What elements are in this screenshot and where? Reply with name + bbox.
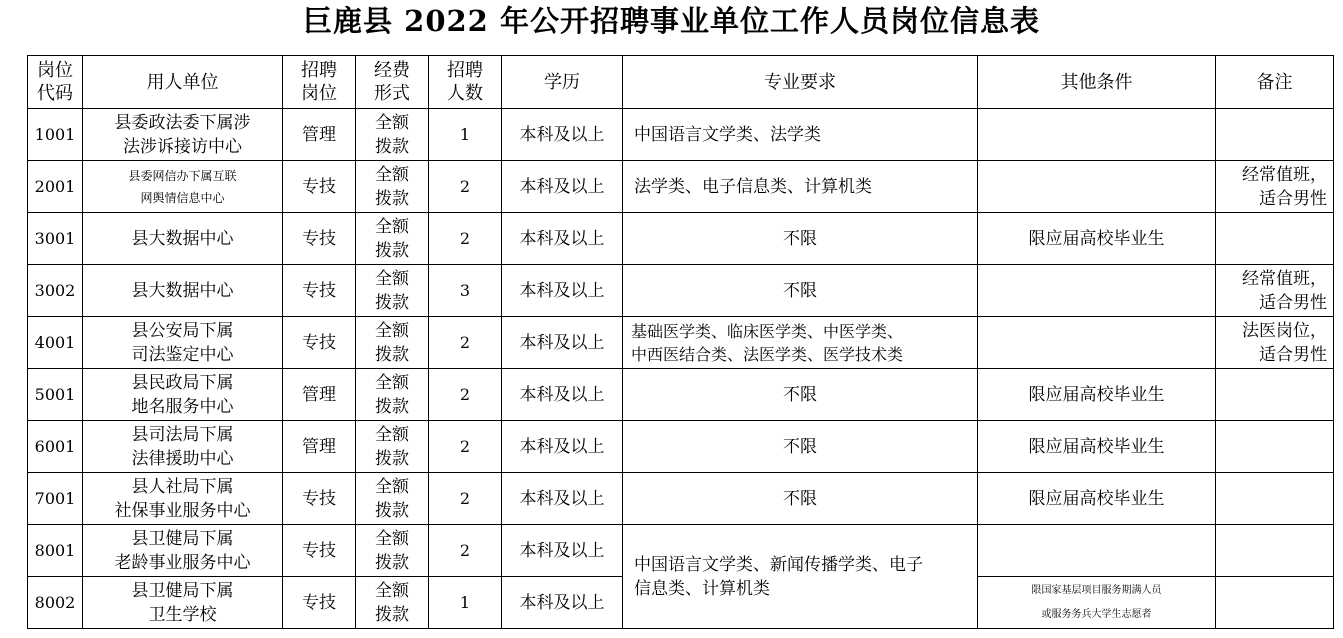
header-major: 专业要求 — [623, 56, 978, 109]
cell-note — [1216, 369, 1334, 421]
cell-code: 3002 — [28, 265, 83, 317]
cell-position: 管理 — [283, 109, 356, 161]
cell-funding: 全额 拨款 — [356, 109, 429, 161]
cell-education: 本科及以上 — [502, 577, 623, 629]
cell-major: 不限 — [623, 473, 978, 525]
cell-other: 限应届高校毕业生 — [978, 421, 1216, 473]
cell-count: 2 — [429, 369, 502, 421]
table-row — [28, 317, 1334, 369]
cell-other — [978, 265, 1216, 317]
header-count: 招聘 人数 — [429, 56, 502, 109]
cell-education: 本科及以上 — [502, 213, 623, 265]
cell-major: 法学类、电子信息类、计算机类 — [623, 161, 978, 213]
cell-funding: 全额 拨款 — [356, 421, 429, 473]
cell-position: 专技 — [283, 473, 356, 525]
cell-unit: 县人社局下属 社保事业服务中心 — [83, 473, 283, 525]
cell-code: 2001 — [28, 161, 83, 213]
cell-education: 本科及以上 — [502, 109, 623, 161]
cell-other: 限应届高校毕业生 — [978, 213, 1216, 265]
cell-note — [1216, 213, 1334, 265]
cell-code: 8001 — [28, 525, 83, 577]
cell-funding: 全额 拨款 — [356, 525, 429, 577]
cell-unit: 县大数据中心 — [83, 265, 283, 317]
cell-education: 本科及以上 — [502, 525, 623, 577]
cell-code: 3001 — [28, 213, 83, 265]
page-title: 巨鹿县 2022 年公开招聘事业单位工作人员岗位信息表 — [303, 4, 1040, 38]
cell-other: 限应届高校毕业生 — [978, 473, 1216, 525]
cell-count: 2 — [429, 317, 502, 369]
table-row — [28, 473, 1334, 525]
cell-other: 限应届高校毕业生 — [978, 369, 1216, 421]
table-row — [28, 265, 1334, 317]
cell-funding: 全额 拨款 — [356, 213, 429, 265]
positions-table — [27, 55, 1334, 629]
table-row — [28, 525, 1334, 577]
cell-position: 专技 — [283, 577, 356, 629]
cell-position: 专技 — [283, 213, 356, 265]
table-row — [28, 421, 1334, 473]
cell-funding: 全额 拨款 — [356, 161, 429, 213]
cell-major: 不限 — [623, 369, 978, 421]
cell-code: 6001 — [28, 421, 83, 473]
cell-count: 1 — [429, 109, 502, 161]
cell-other — [978, 161, 1216, 213]
cell-count: 2 — [429, 525, 502, 577]
cell-major: 不限 — [623, 265, 978, 317]
cell-education: 本科及以上 — [502, 317, 623, 369]
cell-education: 本科及以上 — [502, 265, 623, 317]
cell-code: 1001 — [28, 109, 83, 161]
cell-note: 法医岗位， 适合男性 — [1216, 317, 1334, 369]
cell-note — [1216, 421, 1334, 473]
table-row — [28, 213, 1334, 265]
header-position: 招聘 岗位 — [283, 56, 356, 109]
cell-other: 限国家基层项目服务期满人员 或服务务兵大学生志愿者 — [978, 577, 1216, 629]
cell-code: 7001 — [28, 473, 83, 525]
cell-unit: 县民政局下属 地名服务中心 — [83, 369, 283, 421]
cell-education: 本科及以上 — [502, 473, 623, 525]
cell-education: 本科及以上 — [502, 161, 623, 213]
cell-funding: 全额 拨款 — [356, 317, 429, 369]
cell-unit: 县公安局下属 司法鉴定中心 — [83, 317, 283, 369]
cell-note — [1216, 109, 1334, 161]
cell-note — [1216, 577, 1334, 629]
cell-note — [1216, 473, 1334, 525]
cell-unit: 县大数据中心 — [83, 213, 283, 265]
cell-count: 2 — [429, 473, 502, 525]
table-row — [28, 369, 1334, 421]
cell-funding: 全额 拨款 — [356, 369, 429, 421]
cell-other — [978, 525, 1216, 577]
cell-other — [978, 317, 1216, 369]
header-row — [28, 56, 1334, 109]
cell-unit: 县卫健局下属 老龄事业服务中心 — [83, 525, 283, 577]
cell-major: 不限 — [623, 213, 978, 265]
cell-position: 管理 — [283, 369, 356, 421]
cell-position: 专技 — [283, 265, 356, 317]
cell-position: 专技 — [283, 161, 356, 213]
table-row — [28, 109, 1334, 161]
header-note: 备注 — [1216, 56, 1334, 109]
cell-note: 经常值班， 适合男性 — [1216, 161, 1334, 213]
cell-note: 经常值班， 适合男性 — [1216, 265, 1334, 317]
cell-funding: 全额 拨款 — [356, 577, 429, 629]
header-code: 岗位 代码 — [28, 56, 83, 109]
cell-unit: 县司法局下属 法律援助中心 — [83, 421, 283, 473]
table-row — [28, 161, 1334, 213]
cell-position: 专技 — [283, 317, 356, 369]
cell-funding: 全额 拨款 — [356, 473, 429, 525]
cell-count: 2 — [429, 213, 502, 265]
cell-position: 专技 — [283, 525, 356, 577]
cell-code: 5001 — [28, 369, 83, 421]
cell-major-merged: 中国语言文学类、新闻传播学类、电子 信息类、计算机类 — [623, 525, 978, 629]
cell-funding: 全额 拨款 — [356, 265, 429, 317]
cell-major: 基础医学类、临床医学类、中医学类、 中西医结合类、法医学类、医学技术类 — [623, 317, 978, 369]
cell-education: 本科及以上 — [502, 369, 623, 421]
header-other: 其他条件 — [978, 56, 1216, 109]
cell-unit: 县委网信办下属互联 网舆情信息中心 — [83, 161, 283, 213]
header-funding: 经费 形式 — [356, 56, 429, 109]
cell-unit: 县卫健局下属 卫生学校 — [83, 577, 283, 629]
cell-count: 2 — [429, 421, 502, 473]
cell-note — [1216, 525, 1334, 577]
cell-code: 4001 — [28, 317, 83, 369]
cell-major: 不限 — [623, 421, 978, 473]
cell-education: 本科及以上 — [502, 421, 623, 473]
cell-count: 2 — [429, 161, 502, 213]
cell-major: 中国语言文学类、法学类 — [623, 109, 978, 161]
header-education: 学历 — [502, 56, 623, 109]
cell-position: 管理 — [283, 421, 356, 473]
cell-code: 8002 — [28, 577, 83, 629]
cell-unit: 县委政法委下属涉 法涉诉接访中心 — [83, 109, 283, 161]
header-unit: 用人单位 — [83, 56, 283, 109]
cell-other — [978, 109, 1216, 161]
cell-count: 1 — [429, 577, 502, 629]
cell-count: 3 — [429, 265, 502, 317]
